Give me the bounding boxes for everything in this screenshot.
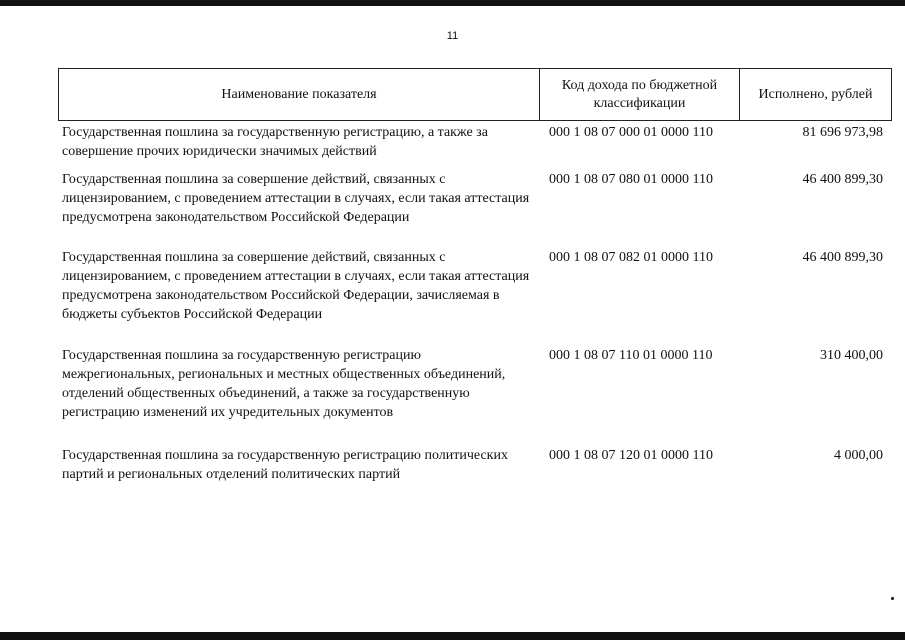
row-executed-amount: 81 696 973,98: [802, 125, 883, 140]
header-revenue-code: Код дохода по бюджетной классификации: [540, 69, 740, 120]
header-executed-amount: Исполнено, рублей: [758, 86, 873, 102]
scan-bottom-edge: [0, 632, 905, 640]
row-executed-amount: 4 000,00: [834, 448, 883, 463]
table-header: [58, 68, 892, 121]
scan-speck: [891, 597, 894, 600]
row-revenue-code: 000 1 08 07 120 01 0000 110: [549, 448, 713, 463]
row-executed-amount: 46 400 899,30: [802, 172, 883, 187]
scan-top-edge: [0, 0, 905, 6]
row-revenue-code: 000 1 08 07 080 01 0000 110: [549, 172, 713, 187]
row-indicator-name: Государственная пошлина за государственную регистрацию межрегиональных, региональных и местных общественных объединений, отделений общественных объединений, а также за государственную регистрацию изменений их учредительных документов: [62, 348, 506, 420]
row-revenue-code: 000 1 08 07 110 01 0000 110: [549, 348, 713, 363]
row-indicator-name: Государственная пошлина за государственную регистрацию, а также за совершение прочих юридически значимых действий: [62, 125, 488, 159]
row-revenue-code: 000 1 08 07 082 01 0000 110: [549, 250, 713, 265]
row-indicator-name: Государственная пошлина за совершение действий, связанных с лицензированием, с проведением аттестации в случаях, если такая аттестация предусмотрена законодательством Российской Федерации: [62, 172, 530, 225]
row-executed-amount: 46 400 899,30: [802, 250, 883, 265]
row-executed-amount: 310 400,00: [820, 348, 883, 363]
row-revenue-code: 000 1 08 07 000 01 0000 110: [549, 125, 713, 140]
row-indicator-name: Государственная пошлина за совершение действий, связанных с лицензированием, с проведением аттестации в случаях, если такая аттестация предусмотрена законодательством Российской Федерации, зачисляемая в бюджеты субъектов Российской Федерации: [62, 250, 530, 322]
header-indicator-name: Наименование показателя: [59, 69, 540, 120]
revenue-table: [58, 68, 892, 482]
row-indicator-name: Государственная пошлина за государственную регистрацию политических партий и региональных отделений политических партий: [62, 448, 508, 482]
page-number: 11: [446, 30, 459, 42]
